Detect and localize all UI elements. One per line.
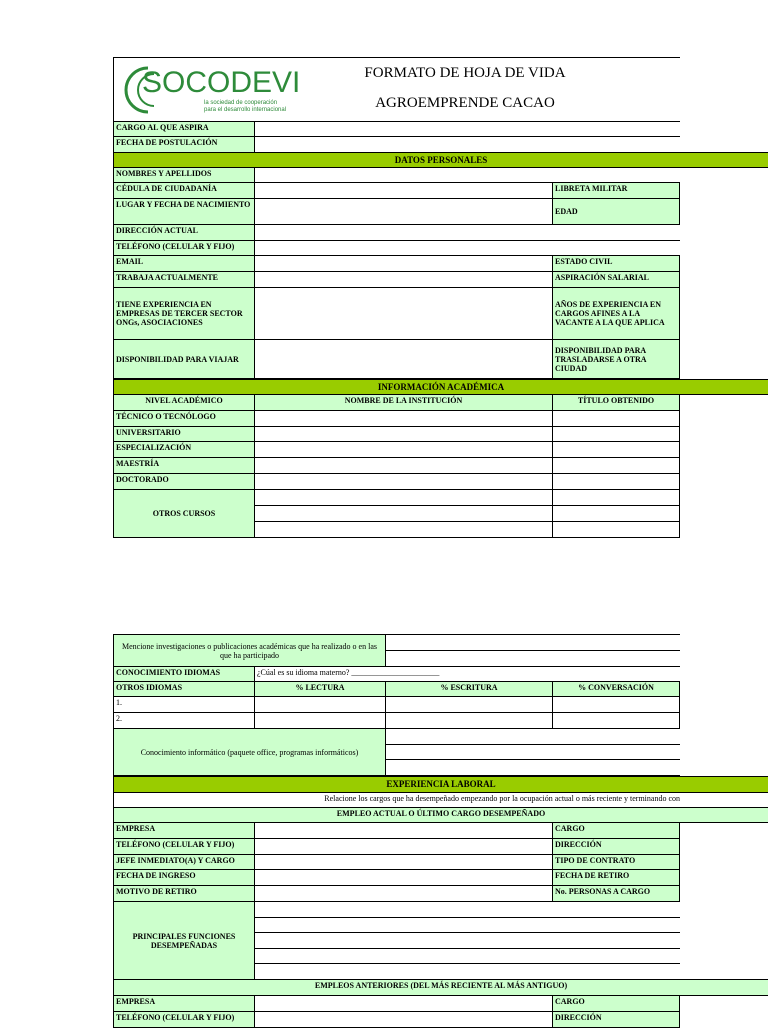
logo-tagline: la sociedad de cooperación <box>204 100 278 106</box>
row-maestria: MAESTRÍA <box>113 457 255 474</box>
input-titulo-maestria[interactable] <box>552 457 680 474</box>
label-tipo-contrato: TIPO DE CONTRATO <box>552 854 680 870</box>
input-funciones-2[interactable] <box>254 917 680 933</box>
label-nombres: NOMBRES Y APELLIDOS <box>113 167 255 183</box>
note-experiencia: Relacione los cargos que ha desempeñado empezando por la ocupación actual o más reciente y terminando con <box>113 792 680 808</box>
label-telefono-emp: TELÉFONO (CELULAR Y FIJO) <box>113 838 255 855</box>
input-inst-doctorado[interactable] <box>254 473 553 490</box>
input-empresa-2[interactable] <box>254 995 553 1012</box>
label-cargo-2: CARGO <box>552 995 680 1012</box>
input-otros-titulo-3[interactable] <box>552 521 680 538</box>
input-jefe[interactable] <box>254 854 553 870</box>
col-otros-idiomas: OTROS IDIOMAS <box>113 681 255 697</box>
subheader-anteriores: EMPLEOS ANTERIORES (DEL MÁS RECIENTE AL MÁS ANTIGUO) <box>113 979 768 996</box>
label-direccion-2: DIRECCIÓN <box>552 1011 680 1028</box>
label-funciones: PRINCIPALES FUNCIONES DESEMPEÑADAS <box>113 901 255 980</box>
input-empresa[interactable] <box>254 822 553 839</box>
input-funciones-5[interactable] <box>254 963 680 980</box>
col-escritura: % ESCRITURA <box>385 681 553 697</box>
input-titulo-tecnico[interactable] <box>552 410 680 427</box>
logo <box>118 60 301 118</box>
input-direccion[interactable] <box>254 224 680 241</box>
label-fecha-retiro: FECHA DE RETIRO <box>552 869 680 886</box>
input-telefono-emp[interactable] <box>254 838 553 855</box>
label-edad: EDAD <box>552 198 680 225</box>
input-informatico-1[interactable] <box>385 728 680 745</box>
input-cedula[interactable] <box>254 182 553 199</box>
input-telefono[interactable] <box>254 240 680 256</box>
input-titulo-especializacion[interactable] <box>552 441 680 458</box>
label-personas: No. PERSONAS A CARGO <box>552 885 680 902</box>
row-otros-cursos: OTROS CURSOS <box>113 489 255 538</box>
label-lugar: LUGAR Y FECHA DE NACIMIENTO <box>113 198 255 225</box>
section-info-academica: INFORMACIÓN ACADÉMICA <box>113 379 768 395</box>
input-telefono-2[interactable] <box>254 1011 553 1028</box>
input-escritura-2[interactable] <box>385 712 553 729</box>
input-funciones-1[interactable] <box>254 901 680 918</box>
input-trabaja[interactable] <box>254 271 553 288</box>
label-fecha-ingreso: FECHA DE INGRESO <box>113 869 255 886</box>
input-nombres[interactable] <box>254 167 680 183</box>
col-conversacion: % CONVERSACIÓN <box>552 681 680 697</box>
input-investigaciones-1[interactable] <box>385 634 680 651</box>
label-cargo-emp: CARGO <box>552 822 680 839</box>
label-disp-viajar: DISPONIBILIDAD PARA VIAJAR <box>113 339 255 379</box>
label-motivo: MOTIVO DE RETIRO <box>113 885 255 902</box>
label-libreta: LIBRETA MILITAR <box>552 182 680 199</box>
label-empresa: EMPRESA <box>113 822 255 839</box>
input-otros-titulo-1[interactable] <box>552 489 680 506</box>
input-titulo-universitario[interactable] <box>552 426 680 442</box>
logo-tagline: para el desarrollo internacional <box>204 107 287 113</box>
label-direccion-emp: DIRECCIÓN <box>552 838 680 855</box>
label-tiene-experiencia: TIENE EXPERIENCIA EN EMPRESAS DE TERCER SECTOR ONGs, ASOCIACIONES <box>113 287 255 340</box>
form-title: FORMATO DE HOJA DE VIDA <box>364 65 566 81</box>
label-trabaja: TRABAJA ACTUALMENTE <box>113 271 255 288</box>
input-inst-maestria[interactable] <box>254 457 553 474</box>
form-subtitle: AGROEMPRENDE CACAO <box>375 95 555 111</box>
input-titulo-doctorado[interactable] <box>552 473 680 490</box>
label-empresa-2: EMPRESA <box>113 995 255 1012</box>
label-idiomas: CONOCIMIENTO IDIOMAS <box>113 666 255 682</box>
input-tiene-experiencia[interactable] <box>254 287 553 340</box>
row-especializacion: ESPECIALIZACIÓN <box>113 441 255 458</box>
label-cedula: CÉDULA DE CIUDADANÍA <box>113 182 255 199</box>
label-aspiracion: ASPIRACIÓN SALARIAL <box>552 271 680 288</box>
subheader-actual: EMPLEO ACTUAL O ÚLTIMO CARGO DESEMPEÑADO <box>113 807 768 823</box>
label-jefe: JEFE INMEDIATO(A) Y CARGO <box>113 854 255 870</box>
row-universitario: UNIVERSITARIO <box>113 426 255 442</box>
input-informatico-3[interactable] <box>385 759 680 776</box>
label-estado-civil: ESTADO CIVIL <box>552 255 680 272</box>
input-otros-2[interactable] <box>254 505 553 522</box>
col-nivel: NIVEL ACADÉMICO <box>113 394 255 411</box>
input-otros-titulo-2[interactable] <box>552 505 680 522</box>
input-disp-viajar[interactable] <box>254 339 553 379</box>
input-lugar[interactable] <box>254 198 553 225</box>
section-datos-personales: DATOS PERSONALES <box>113 152 768 168</box>
row-tecnico: TÉCNICO O TECNÓLOGO <box>113 410 255 427</box>
label-email: EMAIL <box>113 255 255 272</box>
label-informatico: Conocimiento informático (paquete office, programas informáticos) <box>113 728 386 776</box>
label-direccion: DIRECCIÓN ACTUAL <box>113 224 255 241</box>
input-escritura-1[interactable] <box>385 696 553 713</box>
input-funciones-4[interactable] <box>254 948 680 964</box>
input-email[interactable] <box>254 255 553 272</box>
input-investigaciones-2[interactable] <box>385 650 680 667</box>
input-cargo[interactable] <box>254 121 680 137</box>
col-institucion: NOMBRE DE LA INSTITUCIÓN <box>254 394 553 411</box>
input-inst-tecnico[interactable] <box>254 410 553 427</box>
input-fecha-postulacion[interactable] <box>254 136 680 153</box>
input-idioma-materno[interactable]: ¿Cúal es su idioma materno? ______________________ <box>254 666 680 682</box>
idioma-row-2[interactable]: 2. <box>113 712 255 729</box>
input-informatico-2[interactable] <box>385 744 680 760</box>
input-conversacion-1[interactable] <box>552 696 680 713</box>
col-titulo: TÍTULO OBTENIDO <box>552 394 680 411</box>
label-telefono: TELÉFONO (CELULAR Y FIJO) <box>113 240 255 256</box>
input-inst-especializacion[interactable] <box>254 441 553 458</box>
label-disp-trasladarse: DISPONIBILIDAD PARA TRASLADARSE A OTRA CIUDAD <box>552 339 680 379</box>
section-experiencia: EXPERIENCIA LABORAL <box>113 776 768 793</box>
label-telefono-2: TELÉFONO (CELULAR Y FIJO) <box>113 1011 255 1028</box>
row-doctorado: DOCTORADO <box>113 473 255 490</box>
input-conversacion-2[interactable] <box>552 712 680 729</box>
label-investigaciones: Mencione investigaciones o publicaciones académicas que ha realizado o en las que ha participado <box>113 634 386 667</box>
input-otros-3[interactable] <box>254 521 553 538</box>
label-fecha-postulacion: FECHA DE POSTULACIÓN <box>113 136 255 153</box>
logo-text: SOCODEVI <box>142 66 301 99</box>
label-cargo: CARGO AL QUE ASPIRA <box>113 121 255 137</box>
label-anos-experiencia: AÑOS DE EXPERIENCIA EN CARGOS AFINES A LA VACANTE A LA QUE APLICA <box>552 287 680 340</box>
input-funciones-3[interactable] <box>254 932 680 949</box>
input-otros-1[interactable] <box>254 489 553 506</box>
input-fecha-ingreso[interactable] <box>254 869 553 886</box>
col-lectura: % LECTURA <box>254 681 386 697</box>
idioma-row-1[interactable]: 1. <box>113 696 255 713</box>
input-inst-universitario[interactable] <box>254 426 553 442</box>
input-lectura-1[interactable] <box>254 696 386 713</box>
input-lectura-2[interactable] <box>254 712 386 729</box>
input-motivo[interactable] <box>254 885 553 902</box>
